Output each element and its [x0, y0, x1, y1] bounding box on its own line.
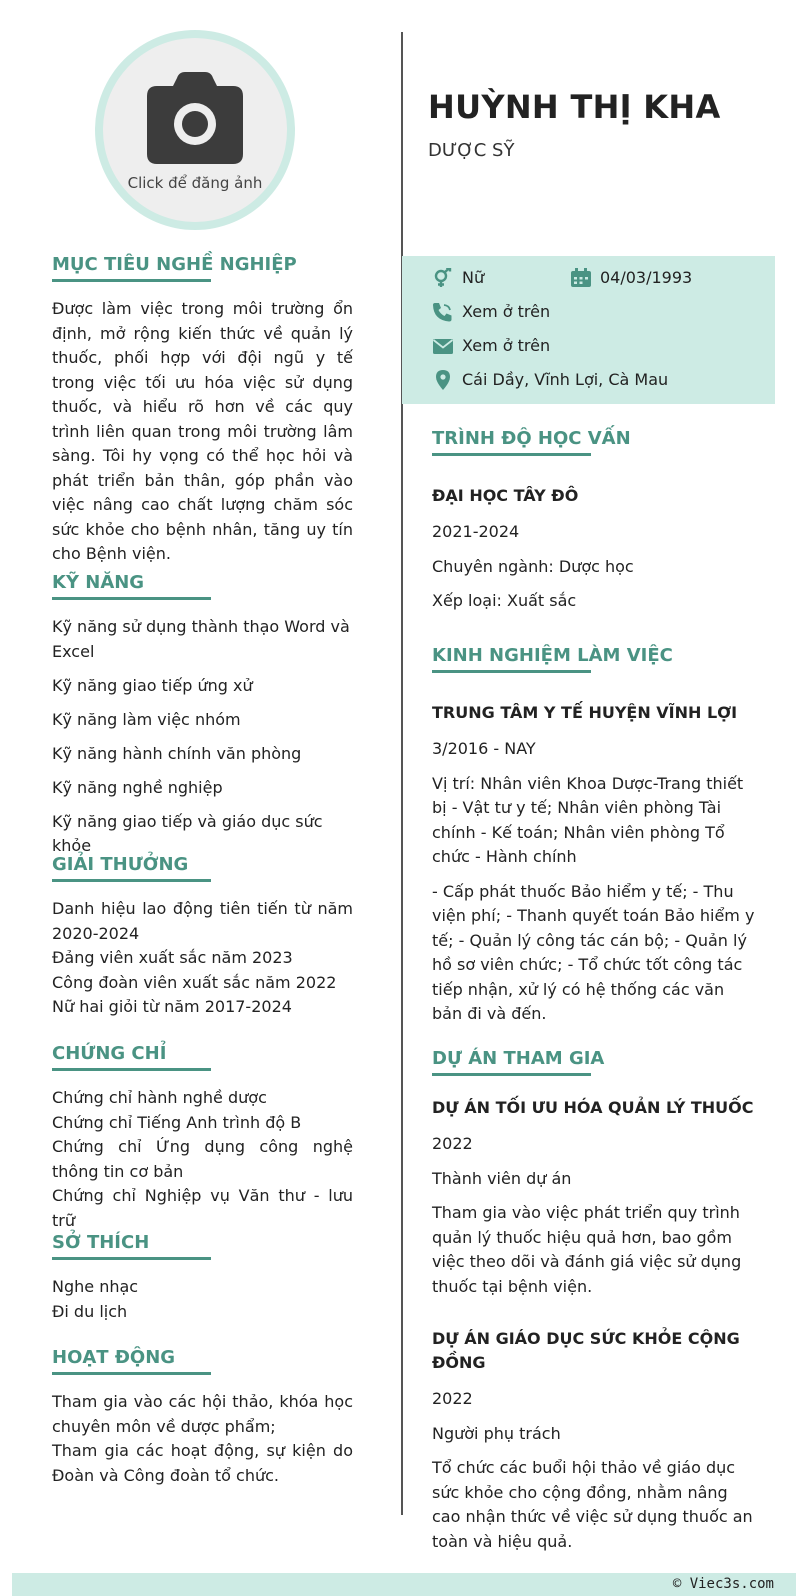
list-item: Công đoàn viên xuất sắc năm 2022	[52, 972, 337, 992]
camera-icon	[147, 72, 243, 164]
list-item: Kỹ năng giao tiếp ứng xử	[52, 675, 253, 695]
list-item: Kỹ năng làm việc nhóm	[52, 709, 241, 729]
email-value: Xem ở trên	[462, 336, 551, 355]
project-description: Tham gia vào việc phát triển quy trình quản lý thuốc hiệu quả hơn, bao gồm việc theo dõi và đánh giá việc sử dụng thuốc tại bệnh viện.	[432, 1203, 742, 1296]
list-item: Đi du lịch	[52, 1301, 128, 1321]
awards-section	[52, 854, 353, 1020]
list-item: Tham gia vào các hội thảo, khóa học chuyên môn về dược phẩm;	[52, 1392, 353, 1436]
project-year: 2022	[432, 1134, 473, 1153]
education-period: 2021-2024	[432, 522, 520, 541]
avatar-caption: Click để đăng ảnh	[127, 174, 263, 192]
list-item: Kỹ năng hành chính văn phòng	[52, 743, 302, 763]
awards-title: GIẢI THƯỞNG	[52, 854, 189, 875]
phone-value: Xem ở trên	[462, 302, 551, 321]
list-item: Kỹ năng sử dụng thành thạo Word và Excel	[52, 617, 350, 661]
project-role: Người phụ trách	[432, 1423, 561, 1443]
section-underline	[52, 1068, 211, 1071]
contact-panel	[402, 256, 775, 404]
school-name: ĐẠI HỌC TÂY ĐÔ	[432, 486, 579, 505]
project-name: DỰ ÁN GIÁO DỤC SỨC KHỎE CỘNG ĐỒNG	[432, 1329, 740, 1372]
section-underline	[432, 453, 591, 456]
hobbies-list	[52, 1275, 353, 1324]
experience-period: 3/2016 - NAY	[432, 739, 536, 758]
experience-title: KINH NGHIỆM LÀM VIỆC	[432, 645, 673, 666]
project-role: Thành viên dự án	[432, 1168, 572, 1188]
list-item: Kỹ năng nghề nghiệp	[52, 777, 223, 797]
list-item: Danh hiệu lao động tiên tiến từ năm 2020-2024	[52, 899, 353, 943]
awards-list	[52, 897, 353, 1020]
objective-text: Được làm việc trong môi trường ổn định, mở rộng kiến thức về quản lý thuốc, phối hợp với đội ngũ y tế trong việc tối ưu hóa việc sử dụng thuốc, và hiểu rõ hơn về các quy trình liên quan trong môi trường lâm sàng. Tôi hy vọng có thể học hỏi và phát triển bản thân, góp phần vào việc nâng cao chất lượng chăm sóc sức khỏe cho bệnh nhân, tăng uy tín cho Bệnh viện.	[52, 299, 353, 563]
experience-section	[432, 645, 757, 1027]
project-item	[432, 1327, 757, 1554]
objective-title: MỤC TIÊU NGHỀ NGHIỆP	[52, 254, 297, 275]
gender-icon	[432, 268, 454, 288]
avatar[interactable]	[103, 38, 287, 222]
avatar-upload[interactable]	[95, 30, 295, 230]
section-underline	[52, 597, 211, 600]
copyright-text: © Viec3s.com	[672, 1576, 774, 1592]
location-pin-icon	[432, 370, 454, 390]
certificates-section	[52, 1043, 353, 1233]
address-value: Cái Dầy, Vĩnh Lợi, Cà Mau	[462, 370, 669, 389]
hobbies-section	[52, 1232, 353, 1324]
objective-section	[52, 254, 353, 567]
project-item	[432, 1096, 757, 1299]
certificates-title: CHỨNG CHỈ	[52, 1043, 167, 1064]
experience-position: Vị trí: Nhân viên Khoa Dược-Trang thiết bị - Vật tư y tế; Nhân viên phòng Tài chính - Kế toán; Nhân viên phòng Tổ chức - Hành chính	[432, 773, 744, 866]
activities-title: HOẠT ĐỘNG	[52, 1347, 176, 1368]
education-title: TRÌNH ĐỘ HỌC VẤN	[432, 428, 631, 449]
list-item: Chứng chỉ hành nghề dược	[52, 1088, 267, 1107]
section-underline	[432, 1073, 591, 1076]
company-name: TRUNG TÂM Y TẾ HUYỆN VĨNH LỢI	[432, 703, 738, 722]
section-underline	[52, 879, 211, 882]
projects-section	[432, 1048, 757, 1554]
section-underline	[52, 279, 211, 282]
job-title: DƯỢC SỸ	[428, 140, 515, 161]
education-major: Chuyên ngành: Dược học	[432, 556, 634, 576]
list-item: Nữ hai giỏi từ năm 2017-2024	[52, 997, 292, 1016]
birthday-value: 04/03/1993	[600, 268, 693, 287]
project-description: Tổ chức các buổi hội thảo về giáo dục sức khỏe cho cộng đồng, nhằm nâng cao nhận thức về việc sử dụng thuốc an toàn và hiệu quả.	[432, 1458, 753, 1551]
footer-bar	[12, 1573, 796, 1596]
list-item: Chứng chỉ Ứng dụng công nghệ thông tin cơ bản	[52, 1137, 353, 1181]
list-item: Chứng chỉ Tiếng Anh trình độ B	[52, 1112, 302, 1132]
column-divider	[401, 32, 403, 1515]
education-rank: Xếp loại: Xuất sắc	[432, 591, 577, 610]
education-section	[432, 428, 757, 614]
candidate-name: HUỲNH THỊ KHA	[428, 88, 721, 126]
section-underline	[52, 1372, 211, 1375]
section-underline	[52, 1257, 211, 1260]
hobbies-title: SỞ THÍCH	[52, 1232, 150, 1253]
project-name: DỰ ÁN TỐI ƯU HÓA QUẢN LÝ THUỐC	[432, 1098, 754, 1117]
email-icon	[432, 336, 454, 356]
project-year: 2022	[432, 1389, 473, 1408]
activities-section	[52, 1347, 353, 1488]
activities-list	[52, 1390, 353, 1488]
certificates-list	[52, 1086, 353, 1233]
experience-duties: - Cấp phát thuốc Bảo hiểm y tế; - Thu viện phí; - Thanh quyết toán Bảo hiểm y tế; - Quản lý công tác cán bộ; - Quản lý hồ sơ viên chức; - Tổ chức tốt công tác tiếp nhận, xử lý có hệ thống các văn bản đi và đến.	[432, 881, 755, 1023]
projects-title: DỰ ÁN THAM GIA	[432, 1048, 605, 1069]
list-item: Đảng viên xuất sắc năm 2023	[52, 948, 293, 967]
list-item: Nghe nhạc	[52, 1277, 139, 1296]
list-item: Kỹ năng giao tiếp và giáo dục sức khỏe	[52, 811, 323, 855]
skills-list	[52, 615, 353, 859]
phone-icon	[432, 302, 454, 322]
gender-value: Nữ	[462, 268, 485, 287]
list-item: Chứng chỉ Nghiệp vụ Văn thư - lưu trữ	[52, 1186, 353, 1230]
list-item: Tham gia các hoạt động, sự kiện do Đoàn và Công đoàn tổ chức.	[52, 1441, 353, 1485]
skills-section	[52, 572, 353, 868]
section-underline	[432, 670, 591, 673]
calendar-icon	[570, 268, 592, 288]
skills-title: KỸ NĂNG	[52, 572, 145, 593]
